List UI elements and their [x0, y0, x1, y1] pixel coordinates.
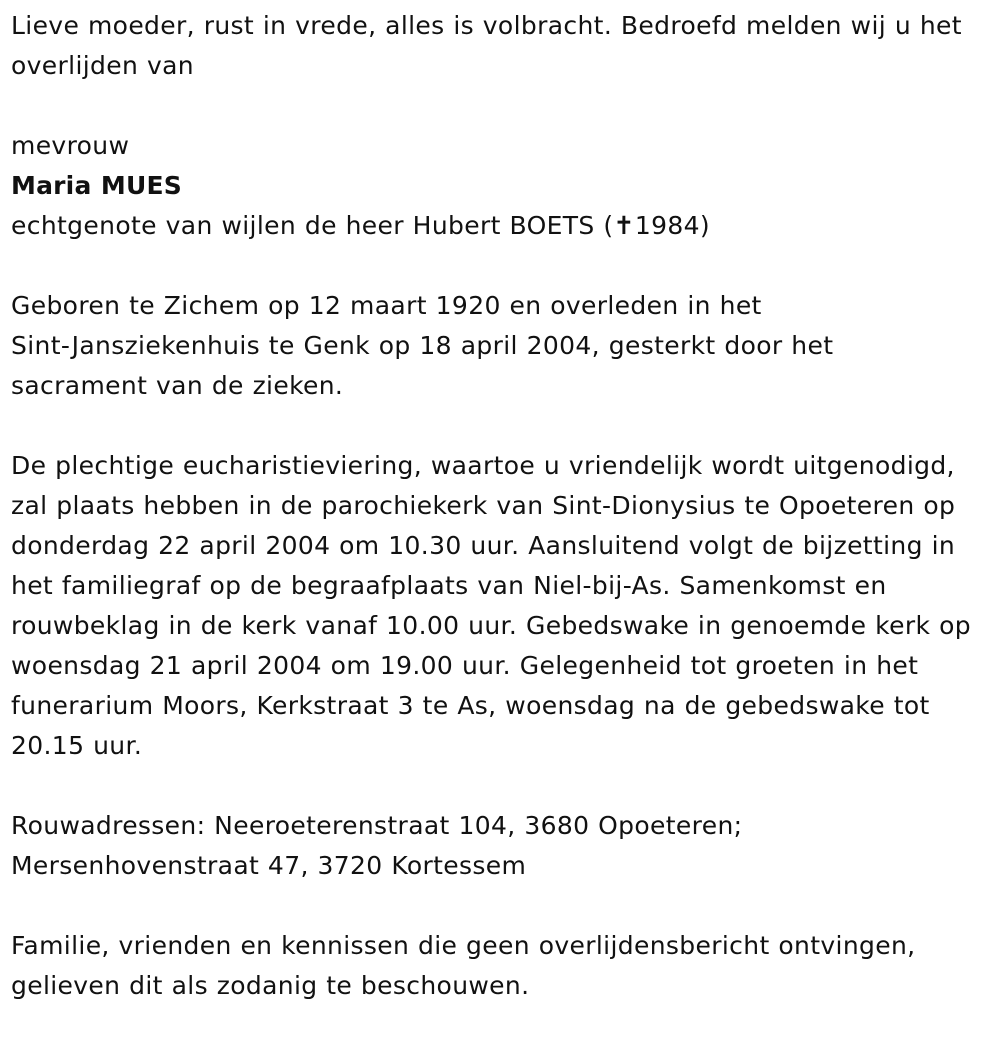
intro-line: overlijden van — [11, 51, 194, 80]
deceased-name: Maria MUES — [11, 171, 182, 200]
paragraph-gap — [11, 86, 995, 126]
birth-line: Geboren te Zichem op 12 maart 1920 en overleden in het — [11, 291, 762, 320]
paragraph-gap — [11, 406, 995, 446]
intro-paragraph — [11, 6, 995, 86]
address-paragraph — [11, 806, 995, 886]
address-line: Mersenhovenstraat 47, 3720 Kortessem — [11, 851, 527, 880]
closing-line: gelieven dit als zodanig te beschouwen. — [11, 971, 530, 1000]
ceremony-line: 20.15 uur. — [11, 731, 143, 760]
spouse-death-year: 1984) — [634, 211, 710, 240]
spouse-text: echtgenote van wijlen de heer Hubert BOETS ( — [11, 211, 614, 240]
ceremony-line: zal plaats hebben in de parochiekerk van Sint-Dionysius te Opoeteren op — [11, 491, 956, 520]
birth-line: Sint-Jansziekenhuis te Genk op 18 april 2004, gesterkt door het — [11, 331, 834, 360]
spouse-line — [11, 206, 995, 246]
birth-line: sacrament van de zieken. — [11, 371, 344, 400]
ceremony-line: De plechtige eucharistieviering, waartoe u vriendelijk wordt uitgenodigd, — [11, 451, 955, 480]
obituary-notice — [11, 6, 995, 1006]
ceremony-line: rouwbeklag in de kerk vanaf 10.00 uur. Gebedswake in genoemde kerk op — [11, 611, 971, 640]
birth-paragraph — [11, 286, 995, 406]
paragraph-gap — [11, 766, 995, 806]
ceremony-paragraph — [11, 446, 995, 766]
address-line: Rouwadressen: Neeroeterenstraat 104, 3680 Opoeteren; — [11, 811, 743, 840]
paragraph-gap — [11, 246, 995, 286]
intro-line: Lieve moeder, rust in vrede, alles is volbracht. Bedroefd melden wij u het — [11, 11, 962, 40]
ceremony-line: woensdag 21 april 2004 om 19.00 uur. Gelegenheid tot groeten in het — [11, 651, 919, 680]
ceremony-line: funerarium Moors, Kerkstraat 3 te As, woensdag na de gebedswake tot — [11, 691, 930, 720]
ceremony-line: donderdag 22 april 2004 om 10.30 uur. Aansluitend volgt de bijzetting in — [11, 531, 956, 560]
ceremony-line: het familiegraf op de begraafplaats van Niel-bij-As. Samenkomst en — [11, 571, 887, 600]
deceased-title: mevrouw — [11, 131, 130, 160]
cross-icon: ✝ — [613, 211, 635, 240]
closing-paragraph — [11, 926, 995, 1006]
closing-line: Familie, vrienden en kennissen die geen overlijdensbericht ontvingen, — [11, 931, 916, 960]
paragraph-gap — [11, 886, 995, 926]
